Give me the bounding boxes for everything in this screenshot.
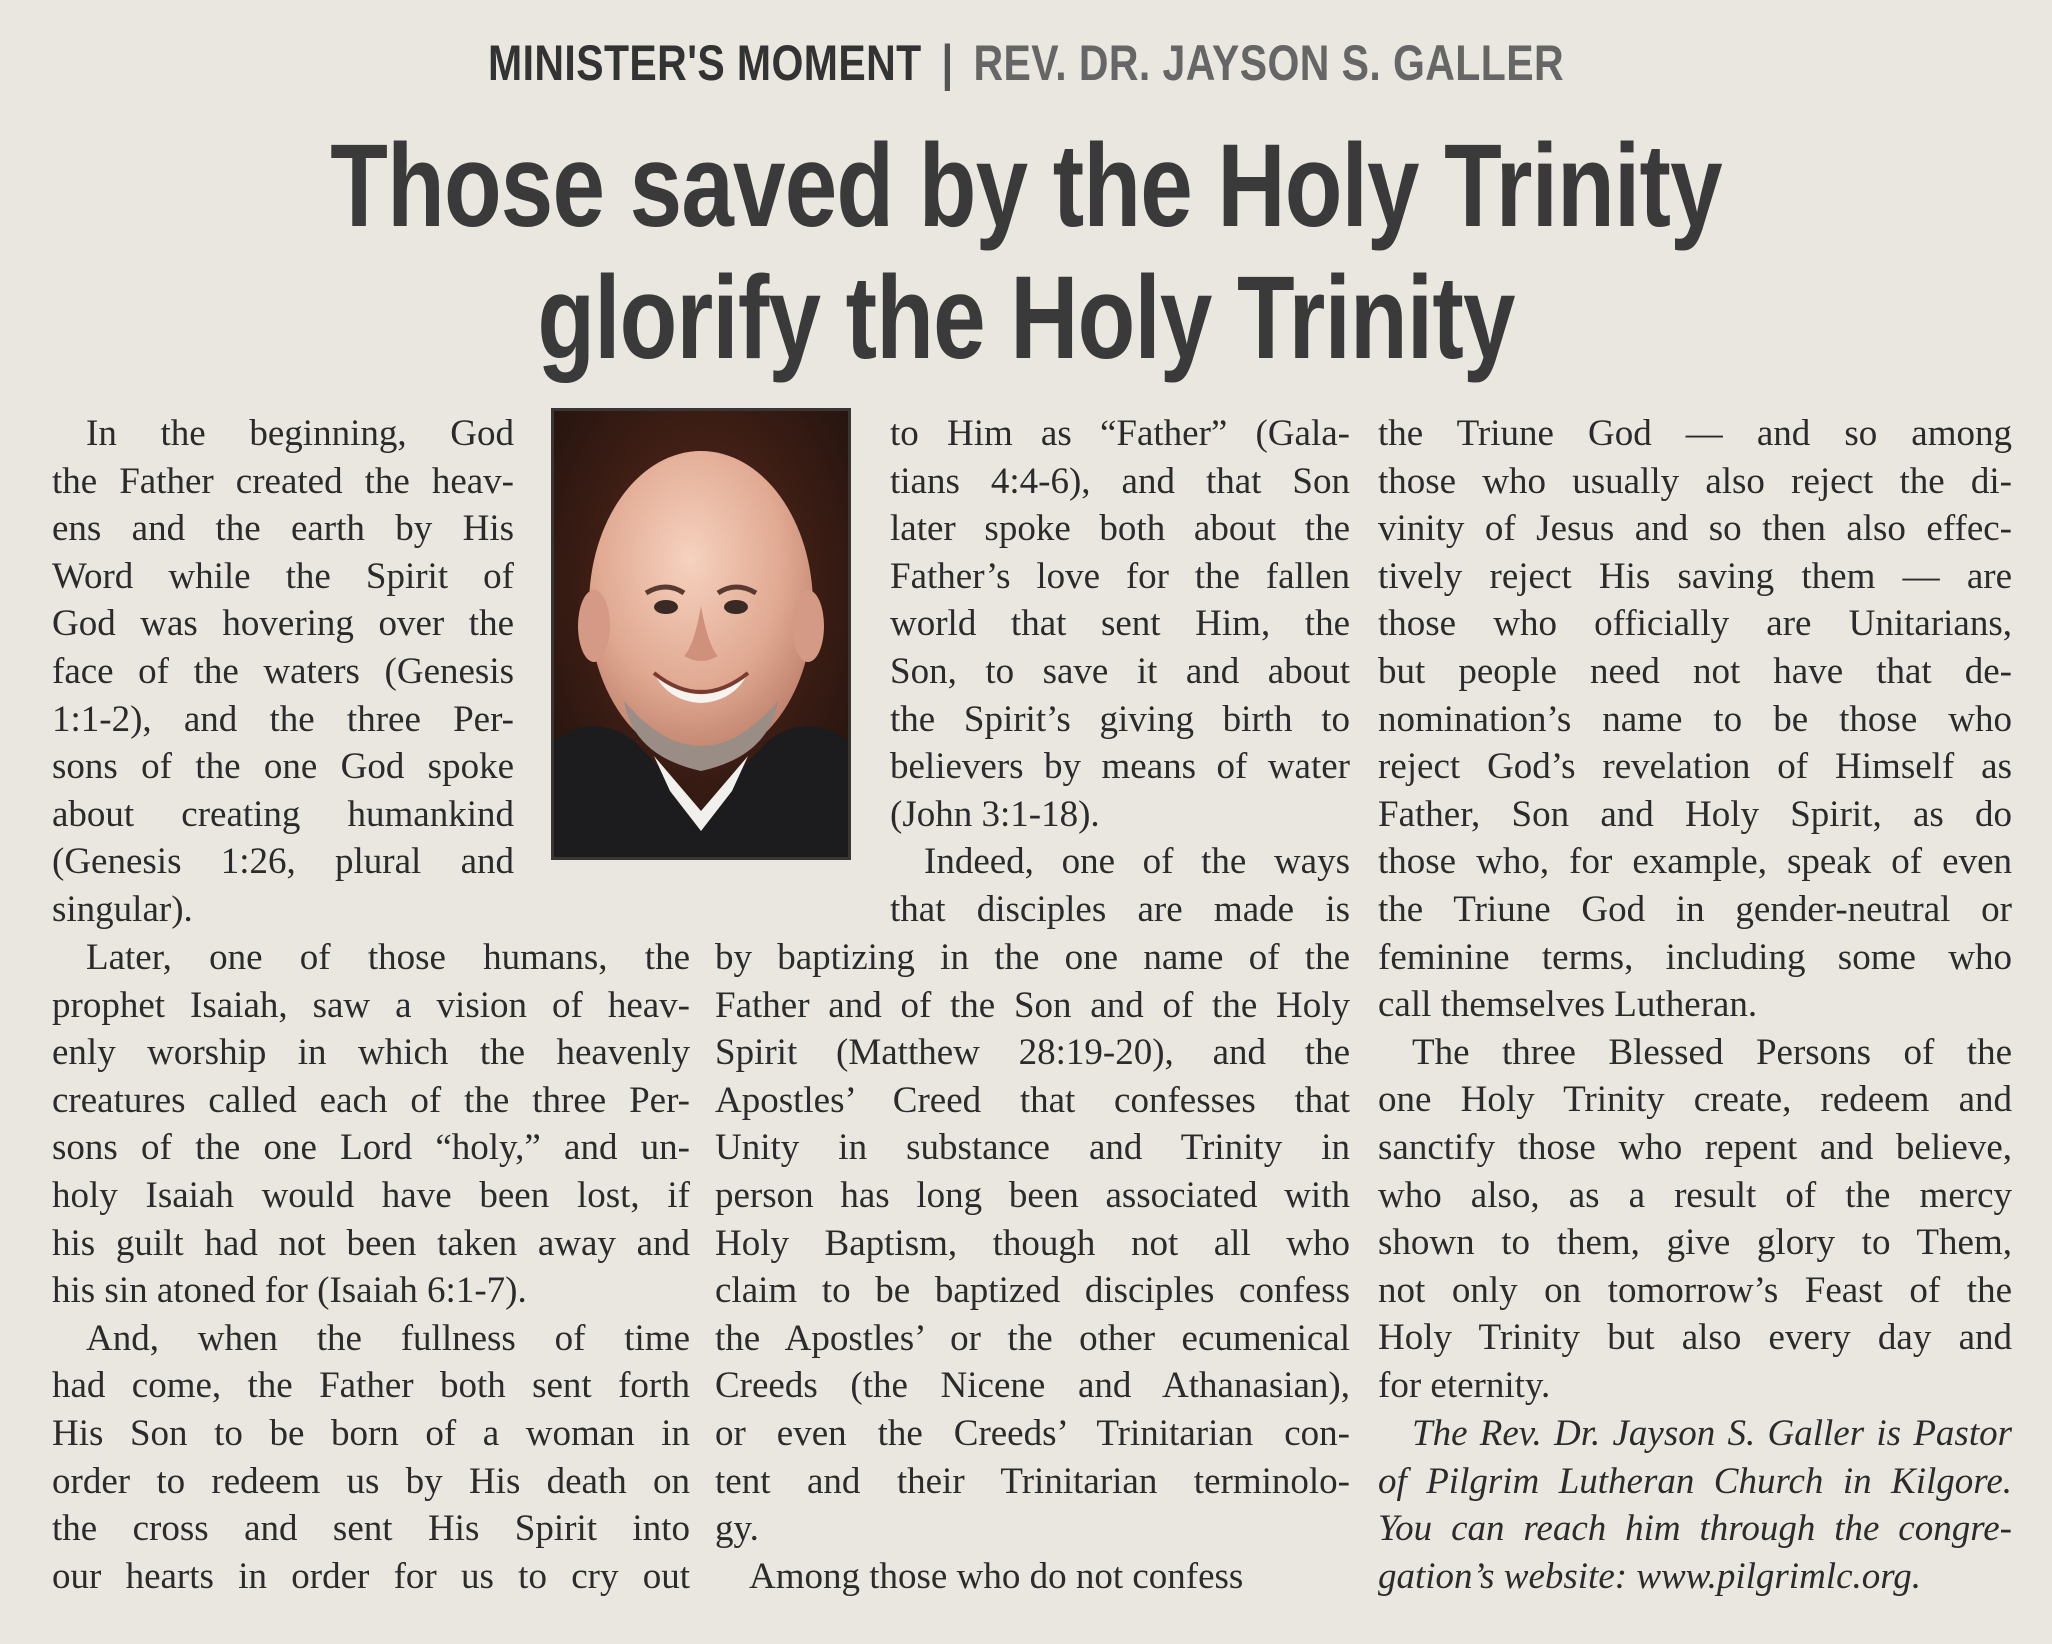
article-text-line: Word while the Spirit of bbox=[52, 555, 514, 597]
article-text-line: creatures called each of the three Per- bbox=[52, 1079, 690, 1121]
article-text-line: Father and of the Son and of the Holy bbox=[715, 984, 1350, 1026]
article-text-line: vinity of Jesus and so then also effec- bbox=[1378, 508, 2012, 550]
article-text-line: gation’s website: www.pilgrimlc.org. bbox=[1378, 1555, 1922, 1597]
article-text-line: nomination’s name to be those who bbox=[1378, 698, 2012, 740]
article-text-line: Indeed, one of the ways bbox=[924, 841, 1350, 883]
article-text-line: his guilt had not been taken away and bbox=[52, 1222, 690, 1264]
article-text-line: to Him as “Father” (Gala- bbox=[890, 413, 1350, 454]
section-label: MINISTER'S MOMENT bbox=[488, 35, 922, 91]
article-text-line: his sin atoned for (Isaiah 6:1-7). bbox=[52, 1270, 527, 1312]
kicker-separator: | bbox=[941, 35, 954, 91]
article-text-line: sanctify those who repent and believe, bbox=[1378, 1126, 2012, 1168]
author-photo bbox=[551, 408, 851, 860]
article-text-line: In the beginning, God bbox=[86, 413, 514, 454]
article-text-line: holy Isaiah would have been lost, if bbox=[52, 1174, 690, 1216]
article-text-line: one Holy Trinity create, redeem and bbox=[1378, 1079, 2012, 1121]
article-text-line: sons of the one Lord “holy,” and un- bbox=[52, 1127, 690, 1169]
author-portrait-image bbox=[554, 411, 848, 857]
article-text-line: face of the waters (Genesis bbox=[52, 650, 514, 692]
article-text-line: tians 4:4-6), and that Son bbox=[890, 460, 1350, 502]
article-text-line: that disciples are made is bbox=[890, 888, 1350, 930]
article-text-line: the cross and sent His Spirit into bbox=[52, 1508, 690, 1550]
headline-line-2: glorify the Holy Trinity bbox=[537, 252, 1515, 384]
article-text-line: for eternity. bbox=[1378, 1364, 1551, 1406]
author-byline bbox=[1378, 1410, 2012, 1600]
article-text-line: Holy Trinity but also every day and bbox=[1378, 1317, 2012, 1359]
headline-line-1: Those saved by the Holy Trinity bbox=[330, 120, 1722, 252]
article-text-line: His Son to be born of a woman in bbox=[52, 1412, 690, 1454]
column-2-bottom bbox=[715, 934, 1350, 1600]
article-text-line: world that sent Him, the bbox=[890, 603, 1350, 645]
article-text-line: Apostles’ Creed that confesses that bbox=[715, 1079, 1350, 1121]
headline bbox=[205, 120, 1847, 384]
article-text-line: those who, for example, speak of even bbox=[1378, 841, 2012, 883]
article-text-line: Father, Son and Holy Spirit, as do bbox=[1378, 793, 2012, 835]
article-text-line: those who officially are Unitarians, bbox=[1378, 603, 2012, 645]
article-text-line: the Triune God in gender-neutral or bbox=[1378, 888, 2012, 930]
article-text-line: had come, the Father both sent forth bbox=[52, 1365, 690, 1407]
article-text-line: reject God’s revelation of Himself as bbox=[1378, 746, 2012, 788]
article-text-line: (John 3:1-18). bbox=[890, 793, 1100, 835]
article-text-line: tively reject His saving them — are bbox=[1378, 555, 2012, 597]
article-text-line: Unity in substance and Trinity in bbox=[715, 1127, 1350, 1169]
article-text-line: who also, as a result of the mercy bbox=[1378, 1174, 2012, 1216]
column-1-top bbox=[52, 410, 514, 934]
article-text-line: 1:1-2), and the three Per- bbox=[52, 698, 514, 740]
article-text-line: God was hovering over the bbox=[52, 603, 514, 645]
article-text-line: gy. bbox=[715, 1508, 759, 1550]
article-text-line: not only on tomorrow’s Feast of the bbox=[1378, 1269, 2012, 1311]
article-text-line: believers by means of water bbox=[890, 746, 1350, 788]
article-text-line: or even the Creeds’ Trinitarian con- bbox=[715, 1412, 1350, 1454]
article-text-line: those who usually also reject the di- bbox=[1378, 460, 2012, 502]
article-text-line: the Triune God — and so among bbox=[1378, 413, 2012, 454]
article-text-line: prophet Isaiah, saw a vision of heav- bbox=[52, 984, 690, 1026]
article-text-line: of Pilgrim Lutheran Church in Kilgore. bbox=[1378, 1460, 2012, 1502]
article-text-line: the Apostles’ or the other ecumenical bbox=[715, 1317, 1350, 1359]
article-text-line: Holy Baptism, though not all who bbox=[715, 1222, 1350, 1264]
article-text-line: You can reach him through the congre- bbox=[1378, 1508, 2012, 1550]
article-text-line: Spirit (Matthew 28:19-20), and the bbox=[715, 1032, 1350, 1074]
article-text-line: ens and the earth by His bbox=[52, 508, 514, 550]
article-text-line: Father’s love for the fallen bbox=[890, 555, 1350, 597]
article-text-line: singular). bbox=[52, 888, 193, 930]
article-text-line: call themselves Lutheran. bbox=[1378, 984, 1758, 1026]
author-label: REV. DR. JAYSON S. GALLER bbox=[973, 35, 1564, 91]
article-text-line: shown to them, give glory to Them, bbox=[1378, 1222, 2012, 1264]
section-kicker bbox=[185, 34, 1868, 92]
article-text-line: person has long been associated with bbox=[715, 1174, 1350, 1216]
column-2-top bbox=[890, 410, 1350, 934]
article-text-line: about creating humankind bbox=[52, 793, 514, 835]
article-text-line: our hearts in order for us to cry out bbox=[52, 1555, 690, 1597]
article-text-line: feminine terms, including some who bbox=[1378, 936, 2012, 978]
article-text-line: Creeds (the Nicene and Athanasian), bbox=[715, 1365, 1350, 1407]
article-text-line: The Rev. Dr. Jayson S. Galler is Pastor bbox=[1412, 1413, 2012, 1454]
article-text-line: the Spirit’s giving birth to bbox=[890, 698, 1350, 740]
article-text-line: Among those who do not confess bbox=[749, 1555, 1244, 1597]
article-text-line: later spoke both about the bbox=[890, 508, 1350, 550]
column-3 bbox=[1378, 410, 2012, 1409]
article-text-line: but people need not have that de- bbox=[1378, 650, 2012, 692]
column-1-bottom bbox=[52, 934, 690, 1600]
article-text-line: claim to be baptized disciples confess bbox=[715, 1270, 1350, 1312]
article-text-line: Later, one of those humans, the bbox=[86, 937, 690, 978]
article-text-line: by baptizing in the one name of the bbox=[715, 937, 1350, 978]
article-text-line: enly worship in which the heavenly bbox=[52, 1032, 690, 1074]
article-text-line: The three Blessed Persons of the bbox=[1412, 1031, 2012, 1073]
article-text-line: order to redeem us by His death on bbox=[52, 1460, 690, 1502]
article-text-line: (Genesis 1:26, plural and bbox=[52, 841, 514, 883]
article-text-line: sons of the one God spoke bbox=[52, 746, 514, 788]
article-text-line: the Father created the heav- bbox=[52, 460, 514, 502]
article-text-line: tent and their Trinitarian terminolo- bbox=[715, 1460, 1350, 1502]
article-text-line: Son, to save it and about bbox=[890, 650, 1350, 692]
article-text-line: And, when the fullness of time bbox=[86, 1317, 690, 1359]
